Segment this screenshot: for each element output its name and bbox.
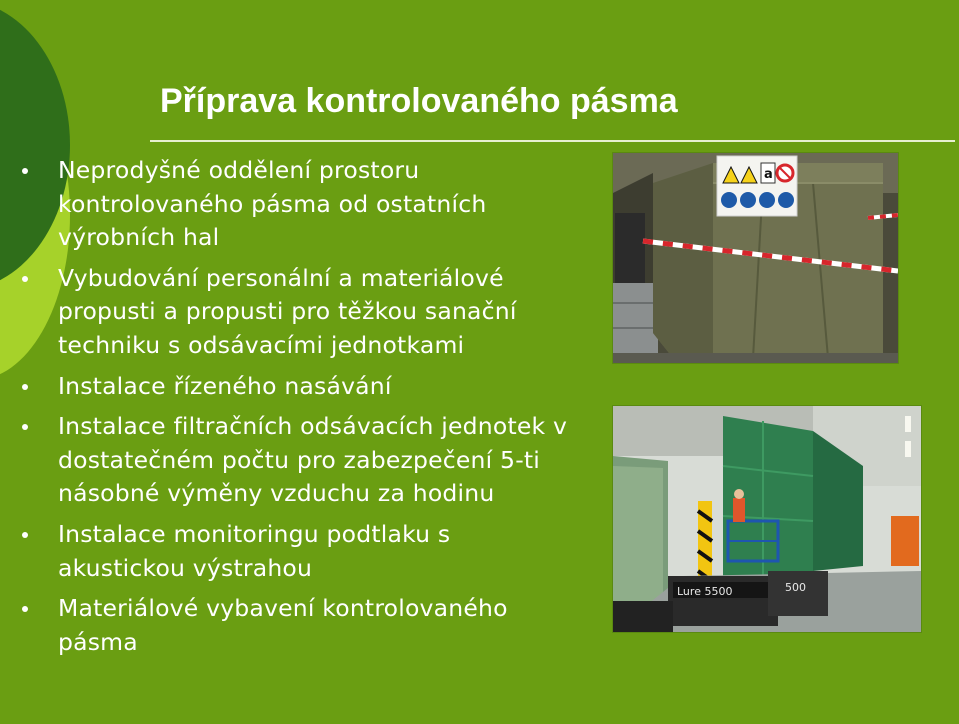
bullet-text: Instalace filtračních odsávacích jednotek v dostatečném počtu pro zabezpečení 5-ti násobné výměny vzduchu za hodinu xyxy=(58,412,568,508)
list-item xyxy=(22,592,582,659)
list-item xyxy=(22,154,582,255)
bullet-list xyxy=(22,154,582,666)
slide-title: Příprava kontrolovaného pásma xyxy=(160,82,678,120)
bullet-dot-icon xyxy=(22,424,28,430)
list-item xyxy=(22,410,582,511)
title-underline xyxy=(150,140,955,142)
bullet-dot-icon xyxy=(22,532,28,538)
photo-hall xyxy=(612,405,922,633)
photo-enclosure-illustration xyxy=(613,153,898,363)
bullet-dot-icon xyxy=(22,384,28,390)
list-item xyxy=(22,518,582,585)
list-item xyxy=(22,370,582,404)
bullet-dot-icon xyxy=(22,606,28,612)
bullet-text: Vybudování personální a materiálové propusti a propusti pro těžkou sanační techniku s odsávacími jednotkami xyxy=(58,263,517,359)
bullet-dot-icon xyxy=(22,168,28,174)
bullet-text: Instalace monitoringu podtlaku s akustickou výstrahou xyxy=(58,519,451,582)
photo-hall-illustration xyxy=(613,406,921,632)
bullet-dot-icon xyxy=(22,276,28,282)
machine-label: Lure 5500 xyxy=(677,585,733,598)
bullet-text: Materiálové vybavení kontrolovaného pásma xyxy=(58,594,508,656)
list-item xyxy=(22,262,582,363)
bullet-text: Instalace řízeného nasávání xyxy=(58,371,392,400)
bullet-text: Neprodyšné oddělení prostoru kontrolovaného pásma od ostatních výrobních hal xyxy=(58,156,487,252)
machine-label-2: 500 xyxy=(785,581,806,594)
sign-letter: a xyxy=(764,167,773,182)
photo-enclosure xyxy=(612,152,899,364)
